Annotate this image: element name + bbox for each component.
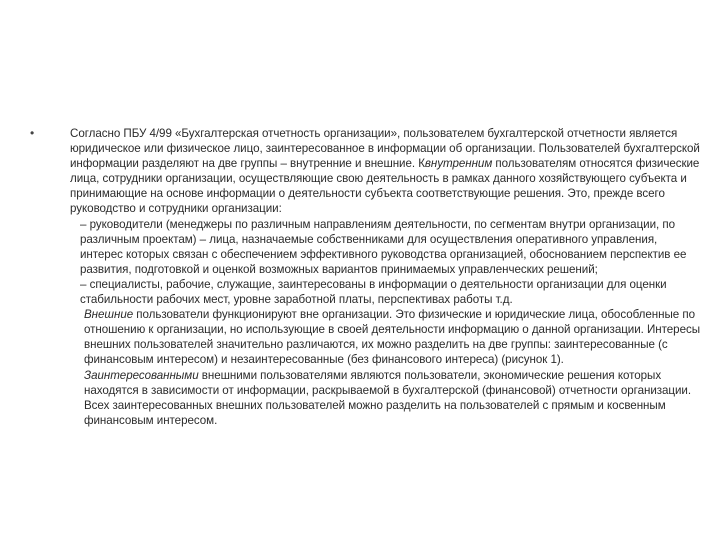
bullet-marker: • (30, 126, 35, 140)
text-body (70, 126, 702, 428)
paragraph-intro-text: Согласно ПБУ 4/99 «Бухгалтерская отчетность организации», пользователем бухгалтерской отчетности является юридическое или физическое лицо, заинтересованное в информации об организации. Пользователей бухгалтерской информации разделяют на две группы – внутренние и внешние. К (70, 127, 700, 171)
paragraph-intro-tail: пользователям относятся физические лица, сотрудники организации, осуществляющие свою деятельность в рамках данного хозяйствующего субъекта и принимающие на основе информации о деятельности субъекта соответствующие решения. Это, прежде всего руководство и сотрудники организации: (70, 157, 700, 216)
paragraph-external-text: пользователи функционируют вне организации. Это физические и юридические лица, обособленные по отношению к организации, но использующие в своей деятельности информацию о данной организации. Интересы внешних пользователей значительно различаются, их можно разделить на две группы: заинтересованные (с финансовым интересом) и незаинтересованные (без финансового интереса) (рисунок 1). (84, 308, 700, 367)
paragraph-interested-text: внешними пользователями являются пользователи, экономические решения которых находятся в зависимости от информации, раскрываемой в бухгалтерской (финансовой) отчетности организации. Всех заинтересованных внешних пользователей можно разделить на пользователей с прямым и косвенным финансовым интересом. (84, 368, 692, 427)
paragraph-managers: – руководители (менеджеры по различным направлениям деятельности, по сегментам внутри организации, по различным проектам) – лица, назначаемые собственниками для осуществления оперативного управления, интерес которых связан с обеспечением эффективного руководства организацией, обоснованием перспектив ее развития, подготовкой и оценкой возможных вариантов принимаемых управленческих решений; (80, 217, 687, 276)
term-external: Внешние (84, 308, 134, 322)
paragraph-interested (70, 368, 702, 428)
term-interested: Заинтересованными (84, 368, 199, 382)
term-internal: внутренним (424, 157, 493, 171)
paragraph-intro (70, 126, 702, 217)
paragraph-external (70, 307, 702, 367)
paragraph-specialists: – специалисты, рабочие, служащие, заинтересованы в информации о деятельности организации для оценки стабильности рабочих мест, уровне заработной платы, перспективах работы т.д. (80, 277, 667, 307)
